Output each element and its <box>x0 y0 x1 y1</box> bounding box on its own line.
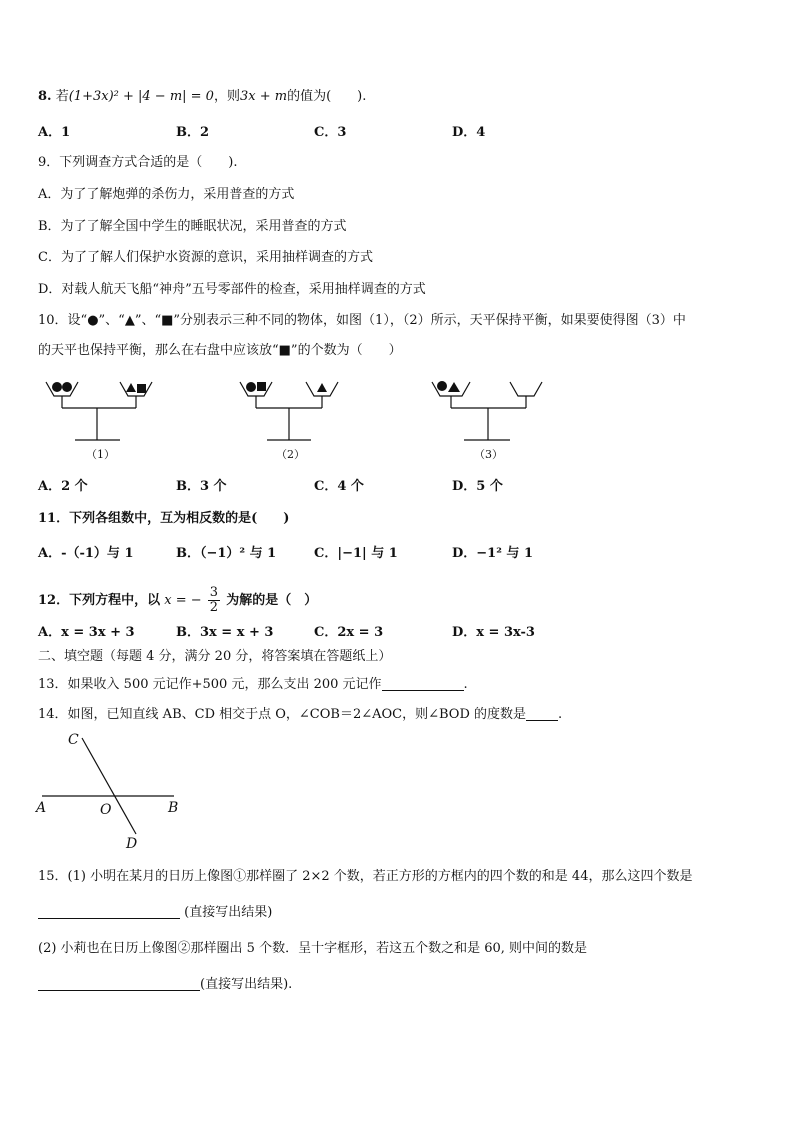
q14-answer-blank[interactable] <box>526 706 558 721</box>
triangle-shape <box>317 383 327 392</box>
q15-part1-answer <box>38 904 272 922</box>
q10-stem-line2: 的天平也保持平衡，那么在右盘中应该放“■”的个数为（ ） <box>38 343 402 358</box>
q8-stem <box>38 88 366 106</box>
q12-option-c: C．2x = 3 <box>314 625 384 640</box>
label-c: C <box>68 732 79 748</box>
section-heading: 二、填空题（每题 4 分，满分 20 分，将答案填在答题纸上） <box>38 649 392 664</box>
label-a: A <box>36 800 47 816</box>
q15-part1: 15．(1) 小明在某月的日历上像图①那样圈了 2×2 个数，若正方形的方框内的四个数的和是 44，那么这四个数是 <box>38 869 693 884</box>
q9-stem: 9．下列调查方式合适的是（ ). <box>38 155 238 170</box>
q13-end: . <box>463 677 468 692</box>
q10-option-d: D．5 个 <box>452 479 503 494</box>
balance-figure-2 <box>234 372 364 452</box>
q15-part2: (2) 小莉也在日历上像图②那样圈出 5 个数．呈十字框形，若这五个数之和是 60, 则中间的数是 <box>38 941 588 956</box>
q12-stem <box>38 586 317 615</box>
q12-fraction-denominator: 2 <box>209 600 219 615</box>
q13-answer-blank[interactable] <box>382 676 464 691</box>
intersecting-lines-figure <box>34 728 194 856</box>
q10-stem-line1: 10．设“●”、“▲”、“■”分别表示三种不同的物体，如图（1），（2）所示，天平保持平衡，如果要使得图（3）中 <box>38 313 686 328</box>
q8-pre: 若 <box>55 89 69 104</box>
q8-mid: ，则 <box>213 89 240 104</box>
q12-pre: 12．下列方程中，以 <box>38 593 161 608</box>
q11-option-b: B．（−1）² 与 1 <box>176 546 277 561</box>
q15-part2-hint: (直接写出结果). <box>200 977 293 992</box>
q8-option-b: B．2 <box>176 125 210 140</box>
label-o: O <box>100 802 112 818</box>
q11-stem: 11．下列各组数中，互为相反数的是( ) <box>38 511 290 526</box>
balance-figure-1 <box>40 372 170 452</box>
q12-option-d: D．x = 3x-3 <box>452 625 535 640</box>
figure-2-caption: （2） <box>276 448 305 461</box>
square-shape <box>137 384 146 393</box>
q12-option-a: A．x = 3x + 3 <box>38 625 135 640</box>
q9-option-d: D．对载人航天飞船“神舟”五号零部件的检查，采用抽样调查的方式 <box>38 282 426 297</box>
q12-x-equals: x = − <box>164 593 202 608</box>
q12-post: 为解的是（ ） <box>226 593 318 608</box>
label-d: D <box>126 836 138 852</box>
q13-stem <box>38 676 468 694</box>
q12-fraction <box>208 586 220 615</box>
q11-option-a: A．-（-1）与 1 <box>38 546 134 561</box>
q15-part1-hint: (直接写出结果) <box>184 905 273 920</box>
q15-part1-blank[interactable] <box>38 904 180 919</box>
q12-option-b: B．3x = x + 3 <box>176 625 274 640</box>
q13-text: 13．如果收入 500 元记作+500 元，那么支出 200 元记作 <box>38 677 382 692</box>
q11-option-d: D．−1² 与 1 <box>452 546 534 561</box>
q14-text: 14．如图，已知直线 AB、CD 相交于点 O，∠COB＝2∠AOC，则∠BOD 的度数是 <box>38 707 527 722</box>
q8-expression: (1+3x)² + |4 − m| = 0 <box>68 89 214 104</box>
q10-option-b: B．3 个 <box>176 479 227 494</box>
circle-shape <box>52 382 62 392</box>
figure-1-caption: （1） <box>86 448 115 461</box>
q9-option-c: C．为了了解人们保护水资源的意识，采用抽样调查的方式 <box>38 250 373 265</box>
label-b: B <box>168 800 179 816</box>
circle-shape <box>437 381 447 391</box>
q8-post: 的值为( ). <box>287 89 367 104</box>
triangle-shape <box>126 383 136 392</box>
q9-option-b: B．为了了解全国中学生的睡眠状况，采用普查的方式 <box>38 219 347 234</box>
q10-option-c: C．4 个 <box>314 479 364 494</box>
q11-option-c: C．|−1| 与 1 <box>314 546 398 561</box>
q14-end: . <box>558 707 563 722</box>
q12-fraction-numerator: 3 <box>209 585 219 600</box>
q8-target: 3x + m <box>239 89 288 104</box>
q14-stem <box>38 706 562 724</box>
square-shape <box>257 382 266 391</box>
circle-shape <box>62 382 72 392</box>
q9-option-a: A．为了了解炮弹的杀伤力，采用普查的方式 <box>38 187 295 202</box>
q8-number: 8. <box>38 89 52 104</box>
q15-part2-blank[interactable] <box>38 976 200 991</box>
q8-option-a: A．1 <box>38 125 71 140</box>
figure-3-caption: （3） <box>474 448 503 461</box>
q8-option-d: D．4 <box>452 125 486 140</box>
q15-part2-answer <box>38 976 292 994</box>
q8-option-c: C．3 <box>314 125 347 140</box>
q10-option-a: A．2 个 <box>38 479 88 494</box>
triangle-shape <box>448 382 460 392</box>
balance-figure-3 <box>428 372 558 452</box>
circle-shape <box>246 382 256 392</box>
